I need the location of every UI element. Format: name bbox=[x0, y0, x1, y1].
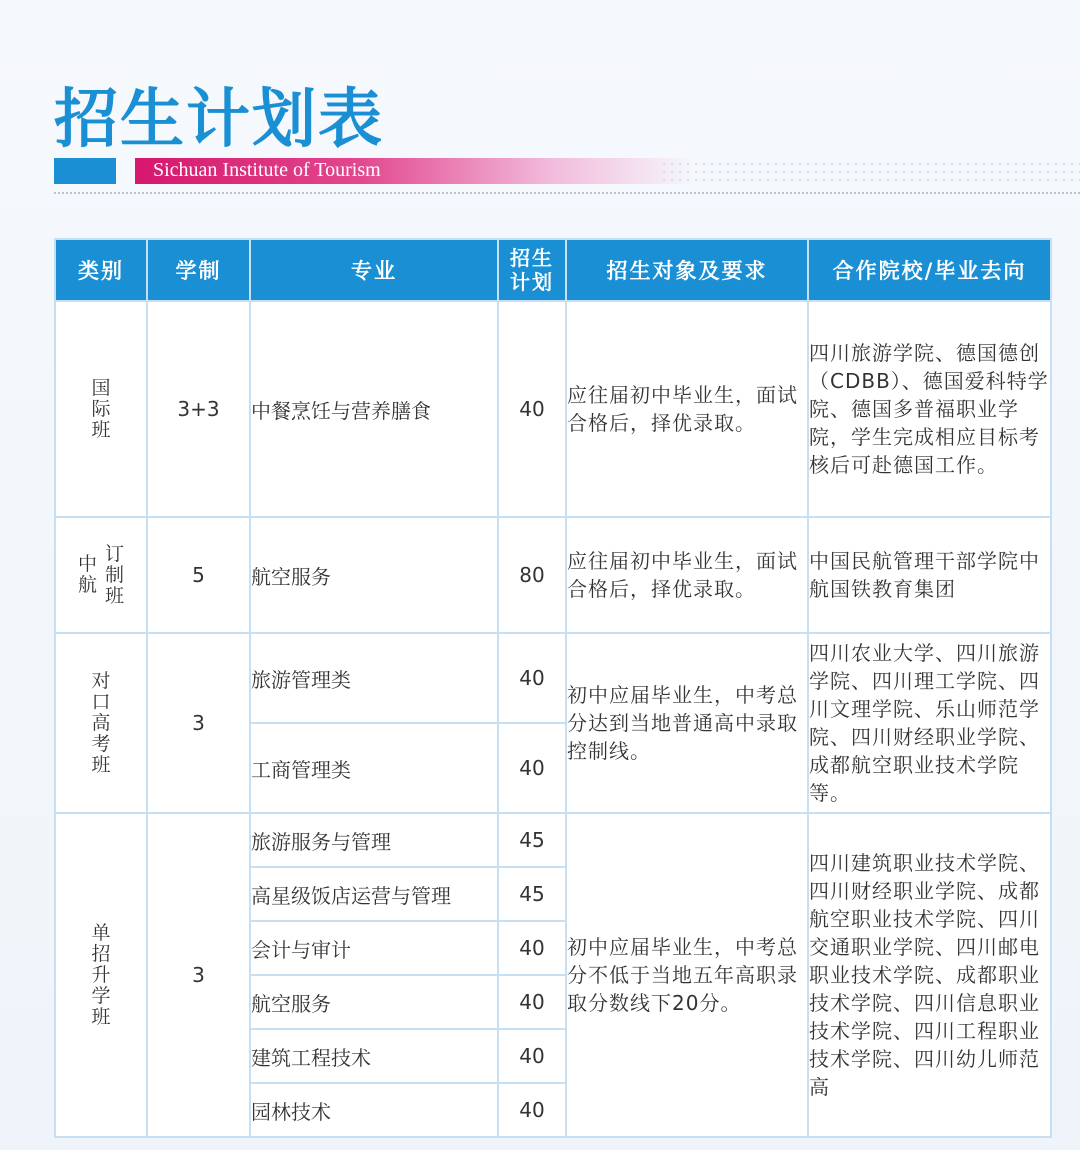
category-label: 对 口 高 考 班 bbox=[91, 669, 111, 776]
plan-cell: 80 bbox=[498, 517, 566, 633]
dot-pattern bbox=[660, 160, 1080, 182]
major-cell: 工商管理类 bbox=[250, 723, 498, 813]
destination-cell: 四川农业大学、四川旅游学院、四川理工学院、四川文理学院、乐山师范学院、四川财经职业学院、成都航空职业技术学院等。 bbox=[808, 633, 1051, 813]
plan-cell: 40 bbox=[498, 301, 566, 517]
subtitle-text: Sichuan Institute of Tourism bbox=[153, 159, 381, 181]
category-label: 中 航 订 制 班 bbox=[78, 542, 124, 607]
category-cell bbox=[55, 633, 147, 813]
major-cell: 中餐烹饪与营养膳食 bbox=[250, 301, 498, 517]
major-cell: 旅游管理类 bbox=[250, 633, 498, 723]
header-requirements: 招生对象及要求 bbox=[566, 239, 808, 301]
table-row bbox=[55, 633, 1051, 723]
header-major: 专业 bbox=[250, 239, 498, 301]
requirements-cell: 应往届初中毕业生，面试合格后，择优录取。 bbox=[566, 301, 808, 517]
dotted-divider bbox=[54, 192, 1080, 194]
duration-cell: 3 bbox=[147, 633, 250, 813]
category-cell bbox=[55, 517, 147, 633]
category-cell bbox=[55, 813, 147, 1137]
destination-cell: 中国民航管理干部学院中航国铁教育集团 bbox=[808, 517, 1051, 633]
table-row bbox=[55, 517, 1051, 633]
page-title: 招生计划表 bbox=[54, 83, 384, 157]
blue-accent-bar bbox=[54, 158, 116, 184]
major-cell: 会计与审计 bbox=[250, 921, 498, 975]
header-destination: 合作院校/毕业去向 bbox=[808, 239, 1051, 301]
plan-cell: 45 bbox=[498, 867, 566, 921]
duration-cell: 3+3 bbox=[147, 301, 250, 517]
duration-cell: 3 bbox=[147, 813, 250, 1137]
requirements-cell: 应往届初中毕业生，面试合格后，择优录取。 bbox=[566, 517, 808, 633]
plan-cell: 45 bbox=[498, 813, 566, 867]
plan-cell: 40 bbox=[498, 1083, 566, 1137]
plan-cell: 40 bbox=[498, 921, 566, 975]
header-category: 类别 bbox=[55, 239, 147, 301]
major-cell: 园林技术 bbox=[250, 1083, 498, 1137]
header-plan bbox=[498, 239, 566, 301]
category-cell bbox=[55, 301, 147, 517]
category-label: 单 招 升 学 班 bbox=[91, 921, 111, 1028]
destination-cell: 四川建筑职业技术学院、四川财经职业学院、成都航空职业技术学院、四川交通职业学院、四川邮电职业技术学院、成都职业技术学院、四川信息职业技术学院、四川工程职业技术学院、四川幼儿师范高 bbox=[808, 813, 1051, 1137]
major-cell: 航空服务 bbox=[250, 975, 498, 1029]
subtitle-banner bbox=[135, 158, 695, 184]
category-label: 国 际 班 bbox=[91, 376, 111, 441]
destination-cell: 四川旅游学院、德国德创（CDBB）、德国爱科特学院、德国多普福职业学院，学生完成相应目标考核后可赴德国工作。 bbox=[808, 301, 1051, 517]
plan-cell: 40 bbox=[498, 1029, 566, 1083]
plan-cell: 40 bbox=[498, 975, 566, 1029]
major-cell: 旅游服务与管理 bbox=[250, 813, 498, 867]
major-cell: 高星级饭店运营与管理 bbox=[250, 867, 498, 921]
requirements-cell: 初中应届毕业生，中考总分达到当地普通高中录取控制线。 bbox=[566, 633, 808, 813]
enrollment-plan-table bbox=[54, 238, 1052, 1138]
header-duration: 学制 bbox=[147, 239, 250, 301]
table-header-row bbox=[55, 239, 1051, 301]
requirements-cell: 初中应届毕业生，中考总分不低于当地五年高职录取分数线下20分。 bbox=[566, 813, 808, 1137]
table-row bbox=[55, 813, 1051, 867]
table-row bbox=[55, 301, 1051, 517]
major-cell: 航空服务 bbox=[250, 517, 498, 633]
plan-cell: 40 bbox=[498, 723, 566, 813]
header-plan-line2: 计划 bbox=[510, 270, 554, 294]
major-cell: 建筑工程技术 bbox=[250, 1029, 498, 1083]
duration-cell: 5 bbox=[147, 517, 250, 633]
plan-cell: 40 bbox=[498, 633, 566, 723]
header-plan-line1: 招生 bbox=[510, 246, 554, 270]
